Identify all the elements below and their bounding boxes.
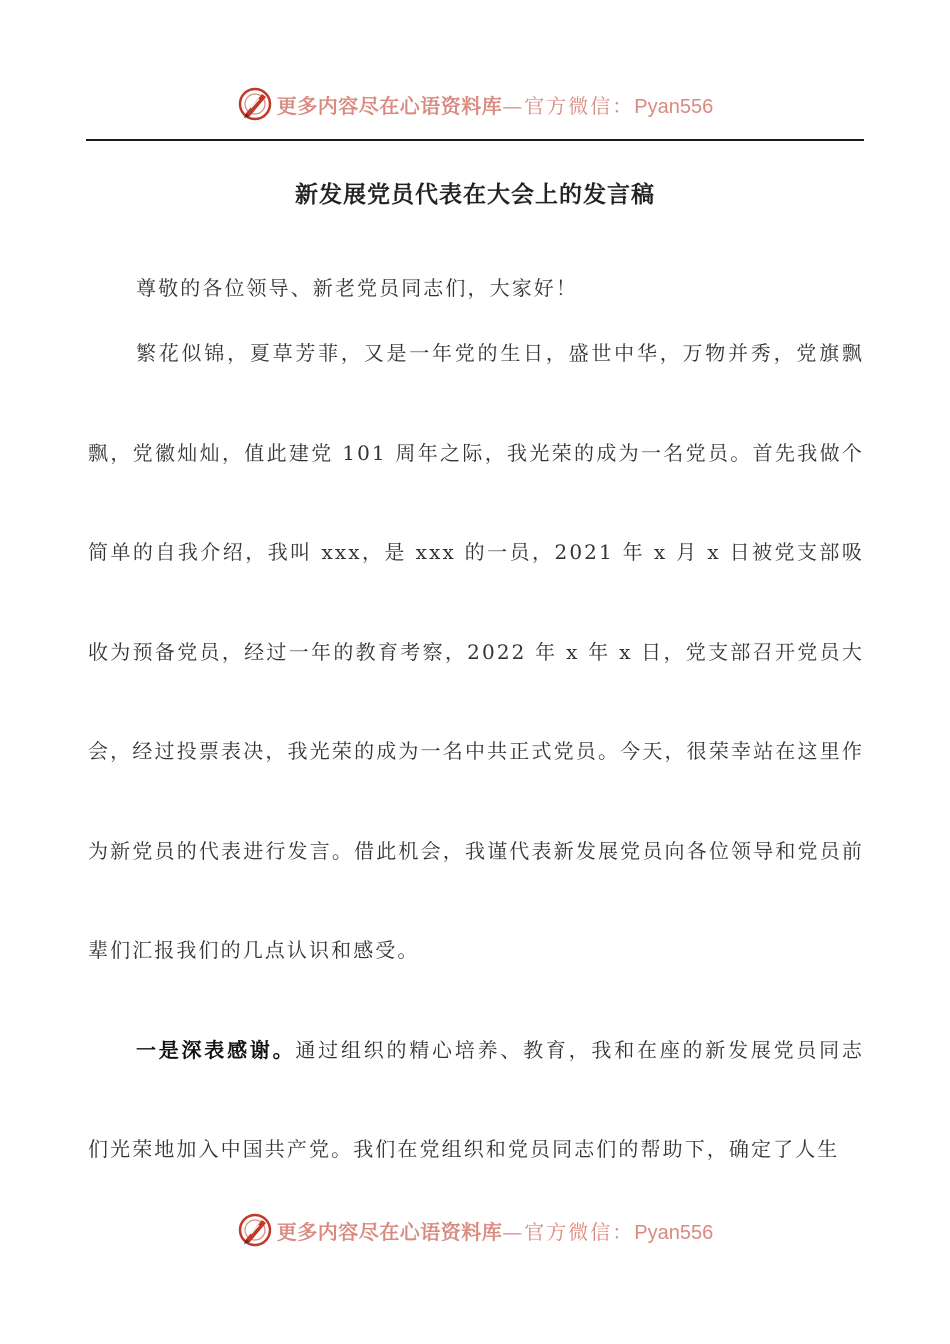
document-title: 新发展党员代表在大会上的发言稿	[295, 181, 655, 208]
pen-logo-icon	[237, 86, 273, 122]
header-banner	[0, 84, 950, 124]
footer-banner	[0, 1210, 950, 1250]
paragraph-1: 繁花似锦，夏草芳菲，又是一年党的生日，盛世中华，万物并秀，党旗飘飘，党徽灿灿，值此建党 101 周年之际，我光荣的成为一名党员。首先我做个简单的自我介绍，我叫 xxx，是 xxx 的一员，2021 年 x 月 x 日被党支部吸收为预备党员，经过一年的教育考察，2022 年 x 年 x 日，党支部召开党员大会，经过投票表决，我光荣的成为一名中共正式党员。今天，很荣幸站在这里作为新党员的代表进行发言。借此机会，我谨代表新发展党员向各位领导和党员前辈们汇报我们的几点认识和感受。	[88, 341, 864, 962]
banner-main-text: 更多内容尽在心语资料库	[276, 93, 503, 118]
banner-wechat-id: Pyan556	[634, 1221, 714, 1244]
paragraph-2-lead: 一是深表感谢。	[136, 1037, 296, 1062]
pen-logo-icon	[237, 1212, 273, 1248]
paragraph-2	[88, 1001, 864, 1200]
paragraph-2-body: 通过组织的精心培养、教育，我和在座的新发展党员同志们光荣地加入中国共产党。我们在党组织和党员同志们的帮助下，确定了人生	[88, 1037, 865, 1161]
document-body	[88, 256, 864, 1200]
banner-main-text: 更多内容尽在心语资料库	[276, 1219, 503, 1244]
banner-official-label: 官方微信：	[524, 93, 635, 118]
banner-dash: —	[502, 1219, 525, 1244]
header-divider	[86, 139, 864, 141]
greeting-paragraph: 尊敬的各位领导、新老党员同志们，大家好！	[136, 276, 578, 300]
banner-wechat-id: Pyan556	[634, 95, 714, 118]
banner-official-label: 官方微信：	[524, 1219, 635, 1244]
banner-dash: —	[502, 93, 525, 118]
